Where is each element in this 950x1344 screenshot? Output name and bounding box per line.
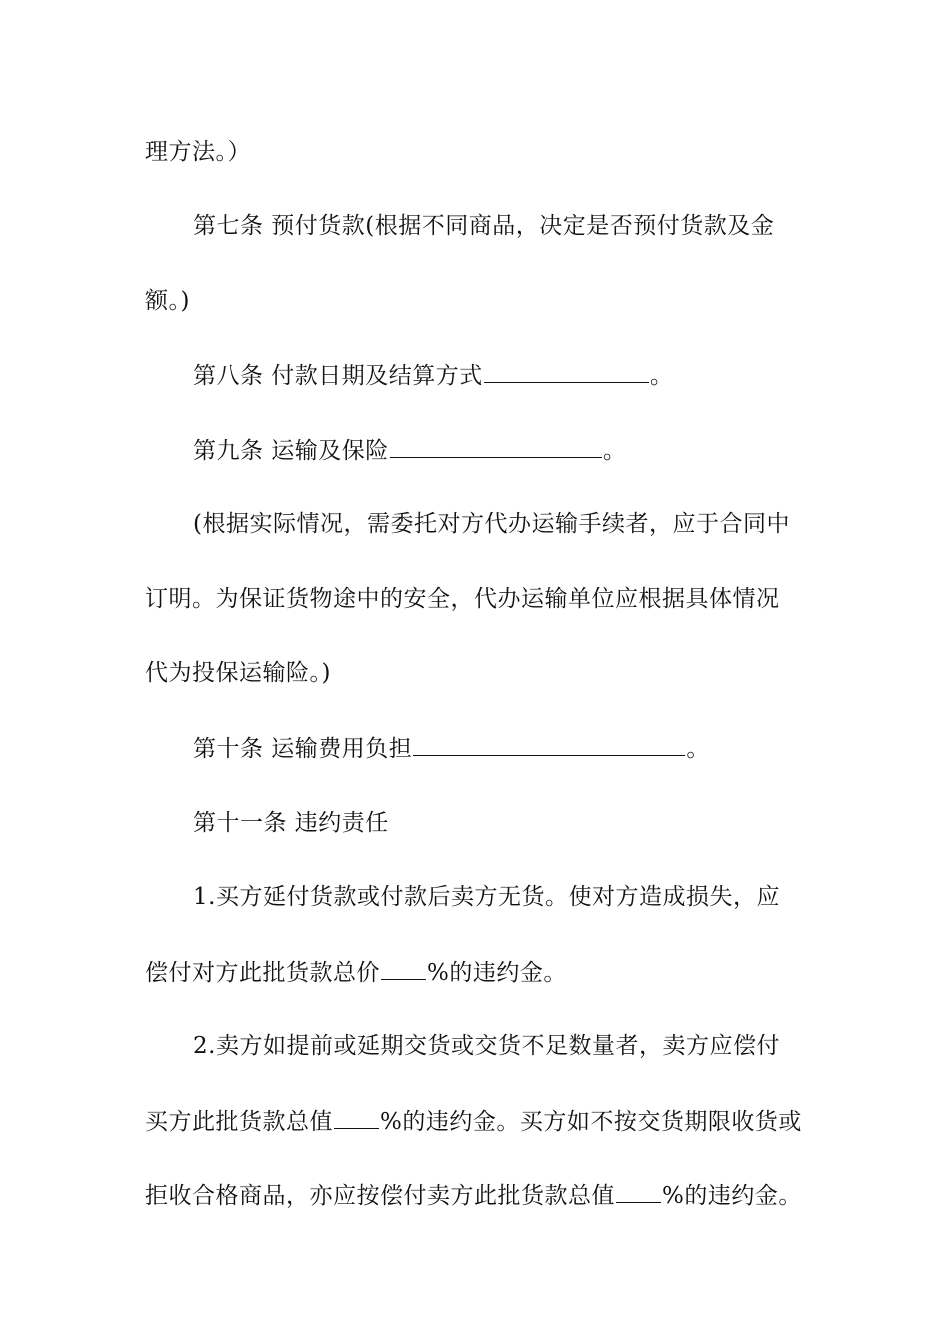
article-9-line	[193, 435, 626, 466]
line-text: 偿付对方此批货款总价	[145, 960, 380, 986]
line-text: 理方法。）	[145, 139, 251, 165]
line-text: 拒收合格商品，亦应按偿付卖方此批货款总值	[145, 1183, 615, 1209]
line-text: %的违约金。	[427, 960, 567, 986]
fill-in-blank	[484, 360, 649, 383]
fill-in-blank	[381, 957, 426, 980]
fill-in-blank	[413, 733, 685, 756]
line-text: 第九条 运输及保险	[193, 438, 389, 464]
fill-in-blank	[616, 1180, 661, 1203]
fill-in-blank	[334, 1106, 379, 1129]
line-text: 订明。为保证货物途中的安全，代办运输单位应根据具体情况	[145, 586, 780, 612]
article-11-heading	[193, 808, 389, 838]
note-line-3	[145, 658, 331, 688]
article-10-line	[193, 733, 710, 764]
line-text: 1.买方延付货款或付款后卖方无货。使对方造成损失，应	[193, 884, 780, 910]
note-line-2	[145, 584, 780, 614]
note-line-1	[193, 509, 790, 539]
line-text: 。	[649, 363, 674, 389]
text-line-1	[145, 137, 251, 167]
clause-2-line-3	[145, 1180, 802, 1211]
text-line-3	[145, 286, 190, 316]
article-8-line	[193, 360, 673, 391]
line-text: 第十条 运输费用负担	[193, 736, 413, 762]
line-text: (根据实际情况，需委托对方代办运输手续者，应于合同中	[193, 511, 790, 537]
line-text: 。	[686, 736, 710, 762]
clause-2-line-2	[145, 1106, 802, 1137]
line-text: %的违约金。买方如不按交货期限收货或	[380, 1109, 802, 1135]
line-text: 第八条 付款日期及结算方式	[193, 363, 483, 389]
line-text: 额。)	[145, 288, 190, 314]
clause-1-line-2	[145, 957, 567, 988]
fill-in-blank	[390, 435, 602, 458]
line-text: 2.卖方如提前或延期交货或交货不足数量者，卖方应偿付	[193, 1033, 780, 1059]
line-text: 买方此批货款总值	[145, 1109, 333, 1135]
line-text: 。	[602, 438, 627, 464]
line-text: 第七条 预付货款(根据不同商品，决定是否预付货款及金	[193, 213, 775, 239]
line-text: 代为投保运输险。)	[145, 660, 331, 686]
clause-1-line	[193, 882, 780, 912]
clause-2-line	[193, 1031, 780, 1061]
line-text: 第十一条 违约责任	[193, 810, 389, 836]
line-text: %的违约金。	[662, 1183, 802, 1209]
article-7-line	[193, 211, 774, 241]
